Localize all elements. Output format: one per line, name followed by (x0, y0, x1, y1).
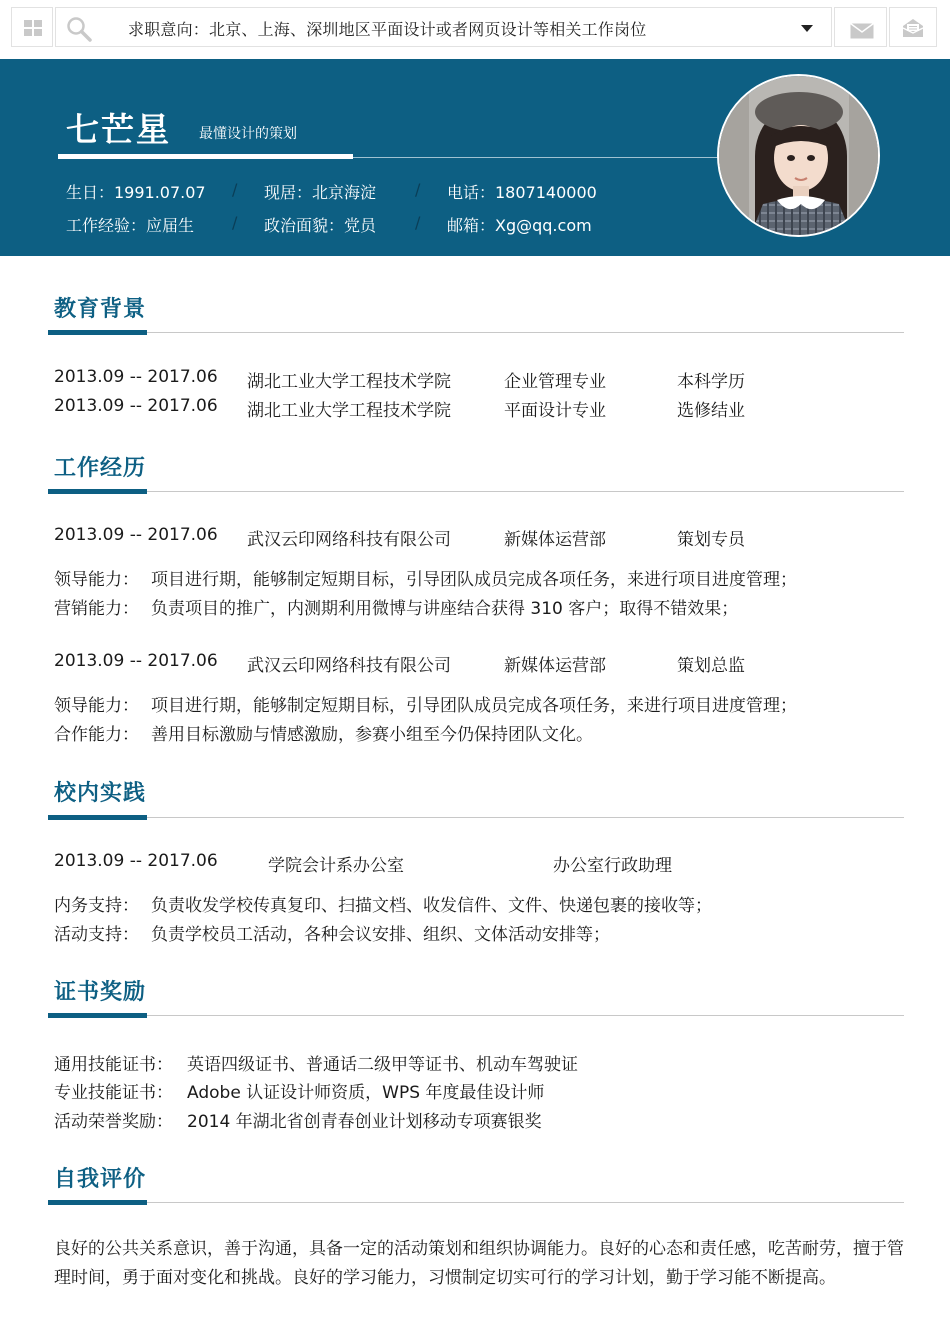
section-accent-bar (48, 489, 147, 494)
candidate-tagline: 最懂设计的策划 (199, 126, 297, 142)
search-icon (66, 16, 92, 42)
campus-item-text: 负责学校员工活动，各种会议安排、组织、文体活动安排等； (151, 925, 610, 945)
section-divider (147, 332, 904, 333)
job-item-text: 项目进行期，能够制定短期目标，引导团队成员完成各项任务，来进行项目进度管理； (151, 570, 797, 590)
job-intent-text: 求职意向：北京、上海、深圳地区平面设计或者网页设计等相关工作岗位 (128, 20, 647, 39)
section-divider (147, 817, 904, 818)
section-title-self-evaluation: 自我评价 (54, 1167, 147, 1192)
section-title-campus: 校内实践 (54, 781, 147, 806)
edu-major: 平面设计专业 (504, 401, 606, 421)
section-accent-bar (48, 330, 147, 335)
edu-school: 湖北工业大学工程技术学院 (247, 372, 451, 392)
job-intent-field[interactable] (55, 7, 832, 47)
campus-item-label: 活动支持： (54, 925, 139, 945)
edu-major: 企业管理专业 (504, 372, 606, 392)
cert-text: 英语四级证书、普通话二级甲等证书、机动车驾驶证 (187, 1055, 578, 1075)
candidate-name: 七芒星 (66, 110, 171, 149)
cert-label: 活动荣誉奖励： (54, 1112, 173, 1132)
name-underline-extension (353, 157, 721, 158)
cert-label: 专业技能证书： (54, 1083, 173, 1103)
cert-text: Adobe 认证设计师资质，WPS 年度最佳设计师 (187, 1083, 545, 1103)
section-title-certificates: 证书奖励 (54, 980, 147, 1005)
job-item-label: 合作能力： (54, 725, 139, 745)
separator: / (232, 180, 238, 199)
campus-role: 办公室行政助理 (553, 856, 672, 876)
windows-icon (24, 20, 42, 36)
phone: 电话：1807140000 (447, 183, 597, 202)
edu-period: 2013.09 -- 2017.06 (54, 367, 218, 387)
section-divider (147, 491, 904, 492)
job-department: 新媒体运营部 (504, 656, 606, 676)
job-department: 新媒体运营部 (504, 530, 606, 550)
mail-button[interactable] (834, 7, 887, 47)
job-item-text: 负责项目的推广，内测期利用微博与讲座结合获得 310 客户；取得不错效果； (151, 599, 739, 619)
edu-period: 2013.09 -- 2017.06 (54, 396, 218, 416)
open-mail-button[interactable] (889, 7, 937, 47)
job-period: 2013.09 -- 2017.06 (54, 525, 218, 545)
job-item-label: 营销能力： (54, 599, 139, 619)
open-mail-icon (902, 18, 924, 38)
job-item-label: 领导能力： (54, 570, 139, 590)
separator: / (415, 180, 421, 199)
cert-label: 通用技能证书： (54, 1055, 173, 1075)
edu-school: 湖北工业大学工程技术学院 (247, 401, 451, 421)
job-item-label: 领导能力： (54, 696, 139, 716)
top-bar (0, 0, 950, 59)
job-company: 武汉云印网络科技有限公司 (247, 656, 451, 676)
section-divider (147, 1202, 904, 1203)
section-accent-bar (48, 1200, 147, 1205)
job-item-text: 项目进行期，能够制定短期目标，引导团队成员完成各项任务，来进行项目进度管理； (151, 696, 797, 716)
cert-text: 2014 年湖北省创青春创业计划移动专项赛银奖 (187, 1112, 542, 1132)
political-status: 政治面貌：党员 (264, 216, 377, 235)
section-accent-bar (48, 1013, 147, 1018)
section-title-education: 教育背景 (54, 297, 147, 322)
work-experience: 工作经验：应届生 (66, 216, 195, 235)
residence: 现居：北京海淀 (264, 183, 377, 202)
name-underline (58, 154, 353, 159)
campus-organization: 学院会计系办公室 (268, 856, 404, 876)
mail-icon (850, 23, 874, 39)
self-evaluation-text: 良好的公共关系意识，善于沟通，具备一定的活动策划和组织协调能力。良好的心态和责任感，吃苦耐劳，擅于管理时间，勇于面对变化和挑战。良好的学习能力，习惯制定切实可行的学习计划，勤于学习能不断提高。 (54, 1239, 904, 1288)
section-divider (147, 1015, 904, 1016)
job-role: 策划专员 (677, 530, 745, 550)
birthday: 生日：1991.07.07 (66, 183, 206, 202)
section-title-work: 工作经历 (54, 456, 147, 481)
windows-button[interactable] (11, 7, 53, 47)
separator: / (415, 213, 421, 232)
email: 邮箱：Xg@qq.com (447, 216, 592, 235)
job-period: 2013.09 -- 2017.06 (54, 651, 218, 671)
dropdown-caret-icon[interactable] (801, 25, 813, 32)
header-banner (0, 59, 950, 256)
job-company: 武汉云印网络科技有限公司 (247, 530, 451, 550)
job-role: 策划总监 (677, 656, 745, 676)
avatar (717, 74, 880, 237)
campus-item-label: 内务支持： (54, 896, 139, 916)
job-item-text: 善用目标激励与情感激励，参赛小组至今仍保持团队文化。 (151, 725, 593, 745)
section-accent-bar (48, 815, 147, 820)
campus-item-text: 负责收发学校传真复印、扫描文档、收发信件、文件、快递包裹的接收等； (151, 896, 712, 916)
edu-degree: 本科学历 (677, 372, 745, 392)
separator: / (232, 213, 238, 232)
edu-degree: 选修结业 (677, 401, 745, 421)
campus-period: 2013.09 -- 2017.06 (54, 851, 218, 871)
